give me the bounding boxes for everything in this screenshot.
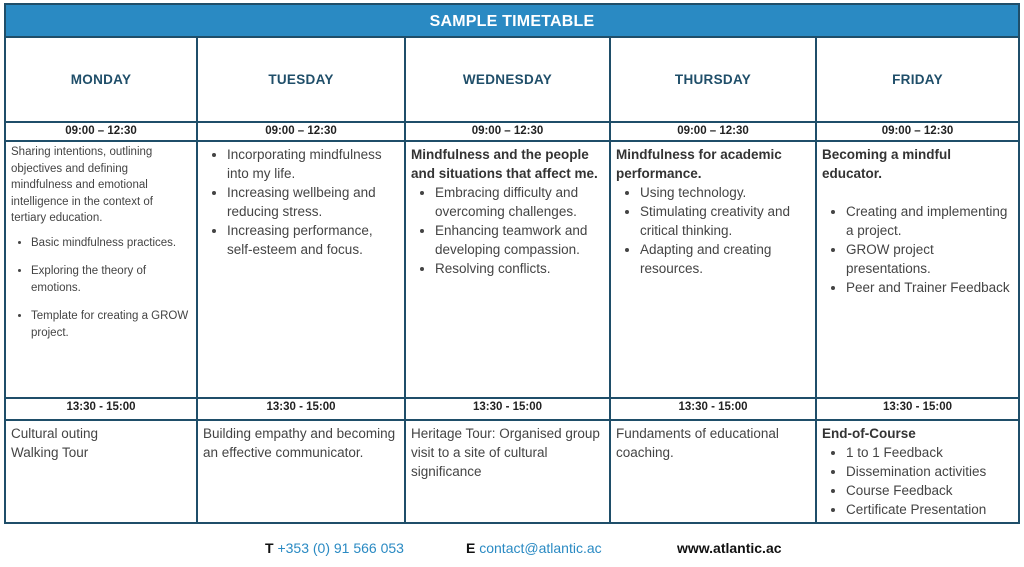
afternoon-session-monday [6,421,198,523]
session-text: Heritage Tour: Organised group visit to a site of cultural significance [411,426,600,479]
afternoon-session-tuesday [198,421,406,523]
phone-label: T [265,540,274,556]
session-heading: Mindfulness and the people and situations that affect me. [411,147,598,181]
morning-session-wednesday [406,142,611,399]
list-item: • Increasing wellbeing and reducing stress. [227,183,399,221]
morning-time-wednesday: 09:00 – 12:30 [406,123,611,142]
email-link[interactable]: contact@atlantic.ac [479,540,602,556]
list-item: • Peer and Trainer Feedback [846,278,1013,297]
list-item: • Creating and implementing a project. [846,202,1013,240]
session-line: Walking Tour [11,445,89,460]
morning-time-thursday: 09:00 – 12:30 [611,123,817,142]
website-link[interactable]: www.atlantic.ac [677,540,782,556]
afternoon-time-wednesday: 13:30 - 15:00 [406,399,611,421]
list-item: • Increasing performance, self-esteem and focus. [227,221,399,259]
list-item: • Using technology. [640,183,810,202]
timetable [4,3,1020,524]
session-list [203,145,399,259]
session-line: Cultural outing [11,426,99,441]
list-item: • Adapting and creating resources. [640,240,810,278]
list-item: • Dissemination activities [846,462,1013,481]
morning-session-monday [6,142,198,399]
session-heading: Becoming a mindful educator. [822,147,952,181]
list-item: • Stimulating creativity and critical thinking. [640,202,810,240]
afternoon-time-monday: 13:30 - 15:00 [6,399,198,421]
morning-session-friday [817,142,1018,399]
morning-time-monday: 09:00 – 12:30 [6,123,198,142]
list-item: • Template for creating a GROW project. [31,308,191,341]
list-item: • Enhancing teamwork and developing compassion. [435,221,604,259]
timetable-title: SAMPLE TIMETABLE [6,5,1018,38]
timetable-grid [6,38,1018,523]
morning-time-friday: 09:00 – 12:30 [817,123,1018,142]
morning-session-thursday [611,142,817,399]
morning-session-tuesday [198,142,406,399]
session-list [11,235,191,342]
list-item: • GROW project presentations. [846,240,1013,278]
session-text: Building empathy and becoming an effective communicator. [203,426,396,460]
day-header-tuesday: TUESDAY [198,38,406,123]
session-list [822,443,1013,519]
afternoon-time-tuesday: 13:30 - 15:00 [198,399,406,421]
session-heading: End-of-Course [822,426,916,441]
contact-footer [0,540,1024,562]
afternoon-time-friday: 13:30 - 15:00 [817,399,1018,421]
session-list [822,202,1013,297]
phone-contact [265,540,404,556]
list-item: • 1 to 1 Feedback [846,443,1013,462]
phone-link[interactable]: +353 (0) 91 566 053 [277,540,404,556]
session-heading: Mindfulness for academic performance. [616,147,782,181]
session-intro: Sharing intentions, outlining objectives and defining mindfulness and emotional intelligence in the context of tertiary education. [11,146,153,224]
list-item: • Embracing difficulty and overcoming challenges. [435,183,604,221]
list-item: • Exploring the theory of emotions. [31,263,191,296]
day-header-wednesday: WEDNESDAY [406,38,611,123]
afternoon-session-wednesday [406,421,611,523]
morning-time-tuesday: 09:00 – 12:30 [198,123,406,142]
afternoon-time-thursday: 13:30 - 15:00 [611,399,817,421]
email-contact [466,540,602,556]
list-item: • Basic mindfulness practices. [31,235,191,252]
list-item: • Course Feedback [846,481,1013,500]
list-item: • Resolving conflicts. [435,259,604,278]
day-header-monday: MONDAY [6,38,198,123]
day-header-friday: FRIDAY [817,38,1018,123]
list-item: • Incorporating mindfulness into my life. [227,145,399,183]
session-text: Fundaments of educational coaching. [616,426,779,460]
afternoon-session-friday [817,421,1018,523]
email-label: E [466,540,476,556]
session-list [616,183,810,278]
day-header-thursday: THURSDAY [611,38,817,123]
session-list [411,183,604,278]
list-item: • Certificate Presentation [846,500,1013,519]
afternoon-session-thursday [611,421,817,523]
